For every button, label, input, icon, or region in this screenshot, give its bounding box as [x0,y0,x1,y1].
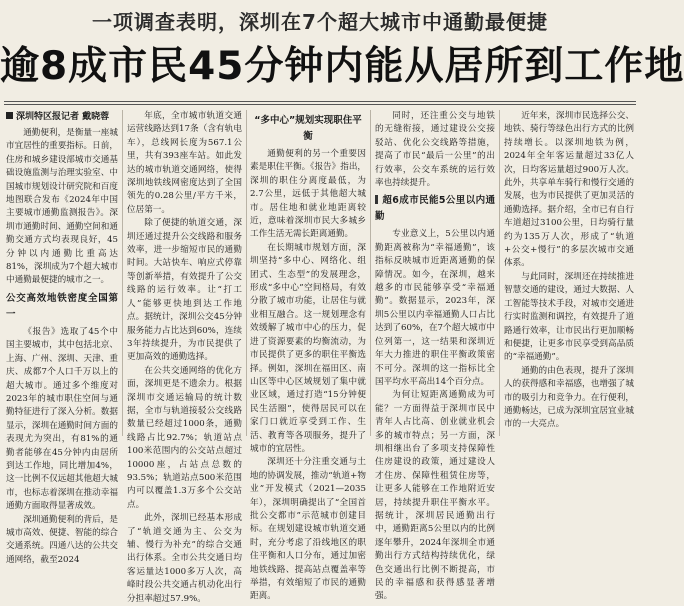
article-column-4 [375,110,495,602]
body-paragraph: 与此同时，深圳还在持续推进智慧交通的建设，通过大数据、人工智能等技术手段，对城市交通进行实时监测和调控，有效提升了道路通行效率，让市民出行更加顺畅和便捷，让更多市民享受到高品质的“幸福通勤”。 [504,271,634,363]
article-headline: 逾8成市民45分钟内能从居所到工作地 [0,44,684,89]
byline [6,110,118,125]
body-paragraph: 通勤便利的另一个重要因素是职住平衡。《报告》指出，深圳的职住分离度最低，为2.7公里，远低于其他超大城市。居住地和就业地距离较近，意味着深圳市民大多城乡工作生活无需长距离通勤。 [250,149,367,240]
section-subhead [250,113,366,145]
subhead-text: 公交高效地铁密度全国第一 [6,292,118,320]
byline-text: 深圳特区报记者 戴晓蓉 [16,112,110,122]
article-column-3 [250,110,367,602]
body-paragraph: 深圳通勤便利的背后，是城市高效、便捷、智能的综合交通系统。四通八达的公共交通网络，截至2024 [6,514,118,565]
body-paragraph: 为何让短距离通勤成为可能？一方面得益于深圳市民中青年人占比高、创业就业机会多的城市特点；另一方面，深圳相继出台了多项支持保障性住房建设的政策，通过建设人才住房、保障性租赁住房等，让更多人能够在工作地附近安居，持续提升职住平衡水平。据统计，深圳居民通勤出行中，通勤距离5公里以内的比例逐年攀升，2024年深圳全市通勤出行方式结构持续优化，绿色交通出行比例不断提高，市民的幸福感和获得感显著增强。 [375,390,495,602]
column-divider [499,110,500,436]
body-paragraph: 在长期城市规划方面，深圳坚持“多中心、网络化、组团式、生态型”的发展理念，形成“多中心”空间格局，有效分散了城市功能，让居住与就业相互融合。这一规划理念有效缓解了城市中心的压力，促进了资源要素的均衡流动，为市民提供了更多的职住平衡选择。例如，深圳在福田区、南山区等中心区域规划了集中就业区域，通过打造“15分钟便民生活圈”，使得居民可以在家门口就近享受到工作、生活、教育等各项服务，提升了城市的宜居性。 [250,242,366,454]
column-divider [370,110,371,436]
headline-rule [4,104,636,105]
body-paragraph: 除了便捷的轨道交通，深圳还通过提升公交线路和服务效率，进一步缩短市民的通勤时间。大站快车、响应式停靠等创新举措，有效提升了公交线路的运行效率。让“打工人”能够更快地到达工作地点。据统计，深圳公交45分钟服务能力占比达到60%，连续3年持续提升，为市民提供了更加高效的通勤选择。 [127,218,242,363]
body-paragraph: 深圳还十分注重交通与土地的协调发展，推动“轨道+物业”开发模式（2021—2035年），深圳明确提出了“全国首批公交都市”示范城市创建目标。在规划建设城市轨道交通时，充分考虑了沿线地区的职住平衡和人口分布，通过加密地铁线路、提高站点覆盖率等举措，有效缩短了市民的通勤距离。 [250,457,366,602]
subhead-text: 超6成市民能5公里以内通勤 [375,195,495,223]
body-paragraph: 专业意义上，5公里以内通勤距离被称为“幸福通勤”，该指标反映城市近距离通勤的保障情况。如今，在深圳，越来越多的市民能够享受“幸福通勤”。数据显示，2023年，深圳5公里以内幸福通勤人口占比达到了60%，在7个超大城市中位列第一，这一结果和深圳近年大力推进的职住平衡政策密不可分。深圳的这一指标比全国平均水平高出14个百分点。 [375,229,495,387]
article-kicker: 一项调查表明，深圳在7个超大城市中通勤最便捷 [92,10,548,34]
body-paragraph: 在公共交通网络的优化方面，深圳更是不遗余力。根据深圳市交通运输局的统计数据，全市与轨道接驳公交线路数量已经超过1000条，通勤线路占比92.7%；轨道站点100米范围内的公交站点超过10000座，占站点总数的93.5%；轨道站点500米范围内可以覆盖1.3万多个公交站点。 [127,365,242,510]
article-column-1 [6,110,118,565]
body-paragraph: 年底，全市城市轨道交通运营线路达到17条（含有轨电车），总线网长度为567.1公里，共有393座车站。如此发达的城市轨道交通网络，使得深圳地铁线网密度达到了全国领先的0.28公里/平方千米，位居第一。 [127,111,242,215]
body-paragraph: 《报告》选取了45个中国主要城市，其中包括北京、上海、广州、深圳、天津、重庆、成都7个人口千万以上的超大城市。通过多个维度对2023年的城市职住空间与通勤特征进行了深入分析。数据显示，深圳在通勤时间方面的表现尤为突出，有81%的通勤者能够在45分钟内由居所到达工作地，同比增加4%，这一比例不仅远超其他超大城市，也标志着深圳在推动幸福通勤方面取得显著成效。 [6,326,118,512]
body-paragraph: 通勤的由色表现，提升了深圳人的获得感和幸福感，也增强了城市的吸引力和竞争力。在行便利，通勤畅达，已成为深圳宜居宜业城市的一大亮点。 [504,365,634,430]
section-subhead [375,193,495,225]
body-paragraph: 同时，还注重公交与地铁的无缝衔接，通过建设公交接驳站、优化公交线路等措施，提高了市民“最后一公里”的出行效率，公交车系统的运行效率也持续提升。 [375,111,495,189]
body-paragraph: 通勤便利，是衡量一座城市宜居性的重要指标。日前，住房和城乡建设部城市交通基础设施监测与治理实验室、中国城市规划设计研究院和百度地图联合发布《2024年中国主要城市通勤监测报告》。深圳市通勤时间、通勤空间和通勤交通方式均表现良好，45分钟以内通勤比重高达81%，深圳成为7个超大城市中通勤最便捷的城市之一。 [6,128,118,286]
subhead-bar-icon [375,195,378,204]
section-subhead [6,291,118,323]
body-paragraph: 此外，深圳已经基本形成了“轨道交通为主、公交为辅、慢行为补充”的综合交通出行体系。全市公共交通日均客运量达1000多万人次，高峰时段公共交通占机动化出行分担率超过57.9%。 [127,513,242,604]
column-divider [246,110,247,436]
article-column-5 [504,110,634,436]
body-paragraph: 近年来，深圳市民选择公交、地铁、骑行等绿色出行方式的比例持续增长。以深圳地铁为例，2024年全年客运量超过33亿人次，日均客运量超过900万人次。此外，共享单车骑行和慢行交通的发展，也为市民提供了更加灵活的通勤选择。据介绍，全市已有自行车道超过3100公里，日均骑行量约为135万人次，形成了“轨道+公交+慢行”的多层次城市交通体系。 [504,111,634,269]
article-column-2 [127,110,242,604]
headline-rule [4,101,636,102]
column-divider [122,110,123,436]
byline-square-icon [6,112,13,119]
subhead-text: “多中心”规划实现职住平衡 [254,115,362,142]
